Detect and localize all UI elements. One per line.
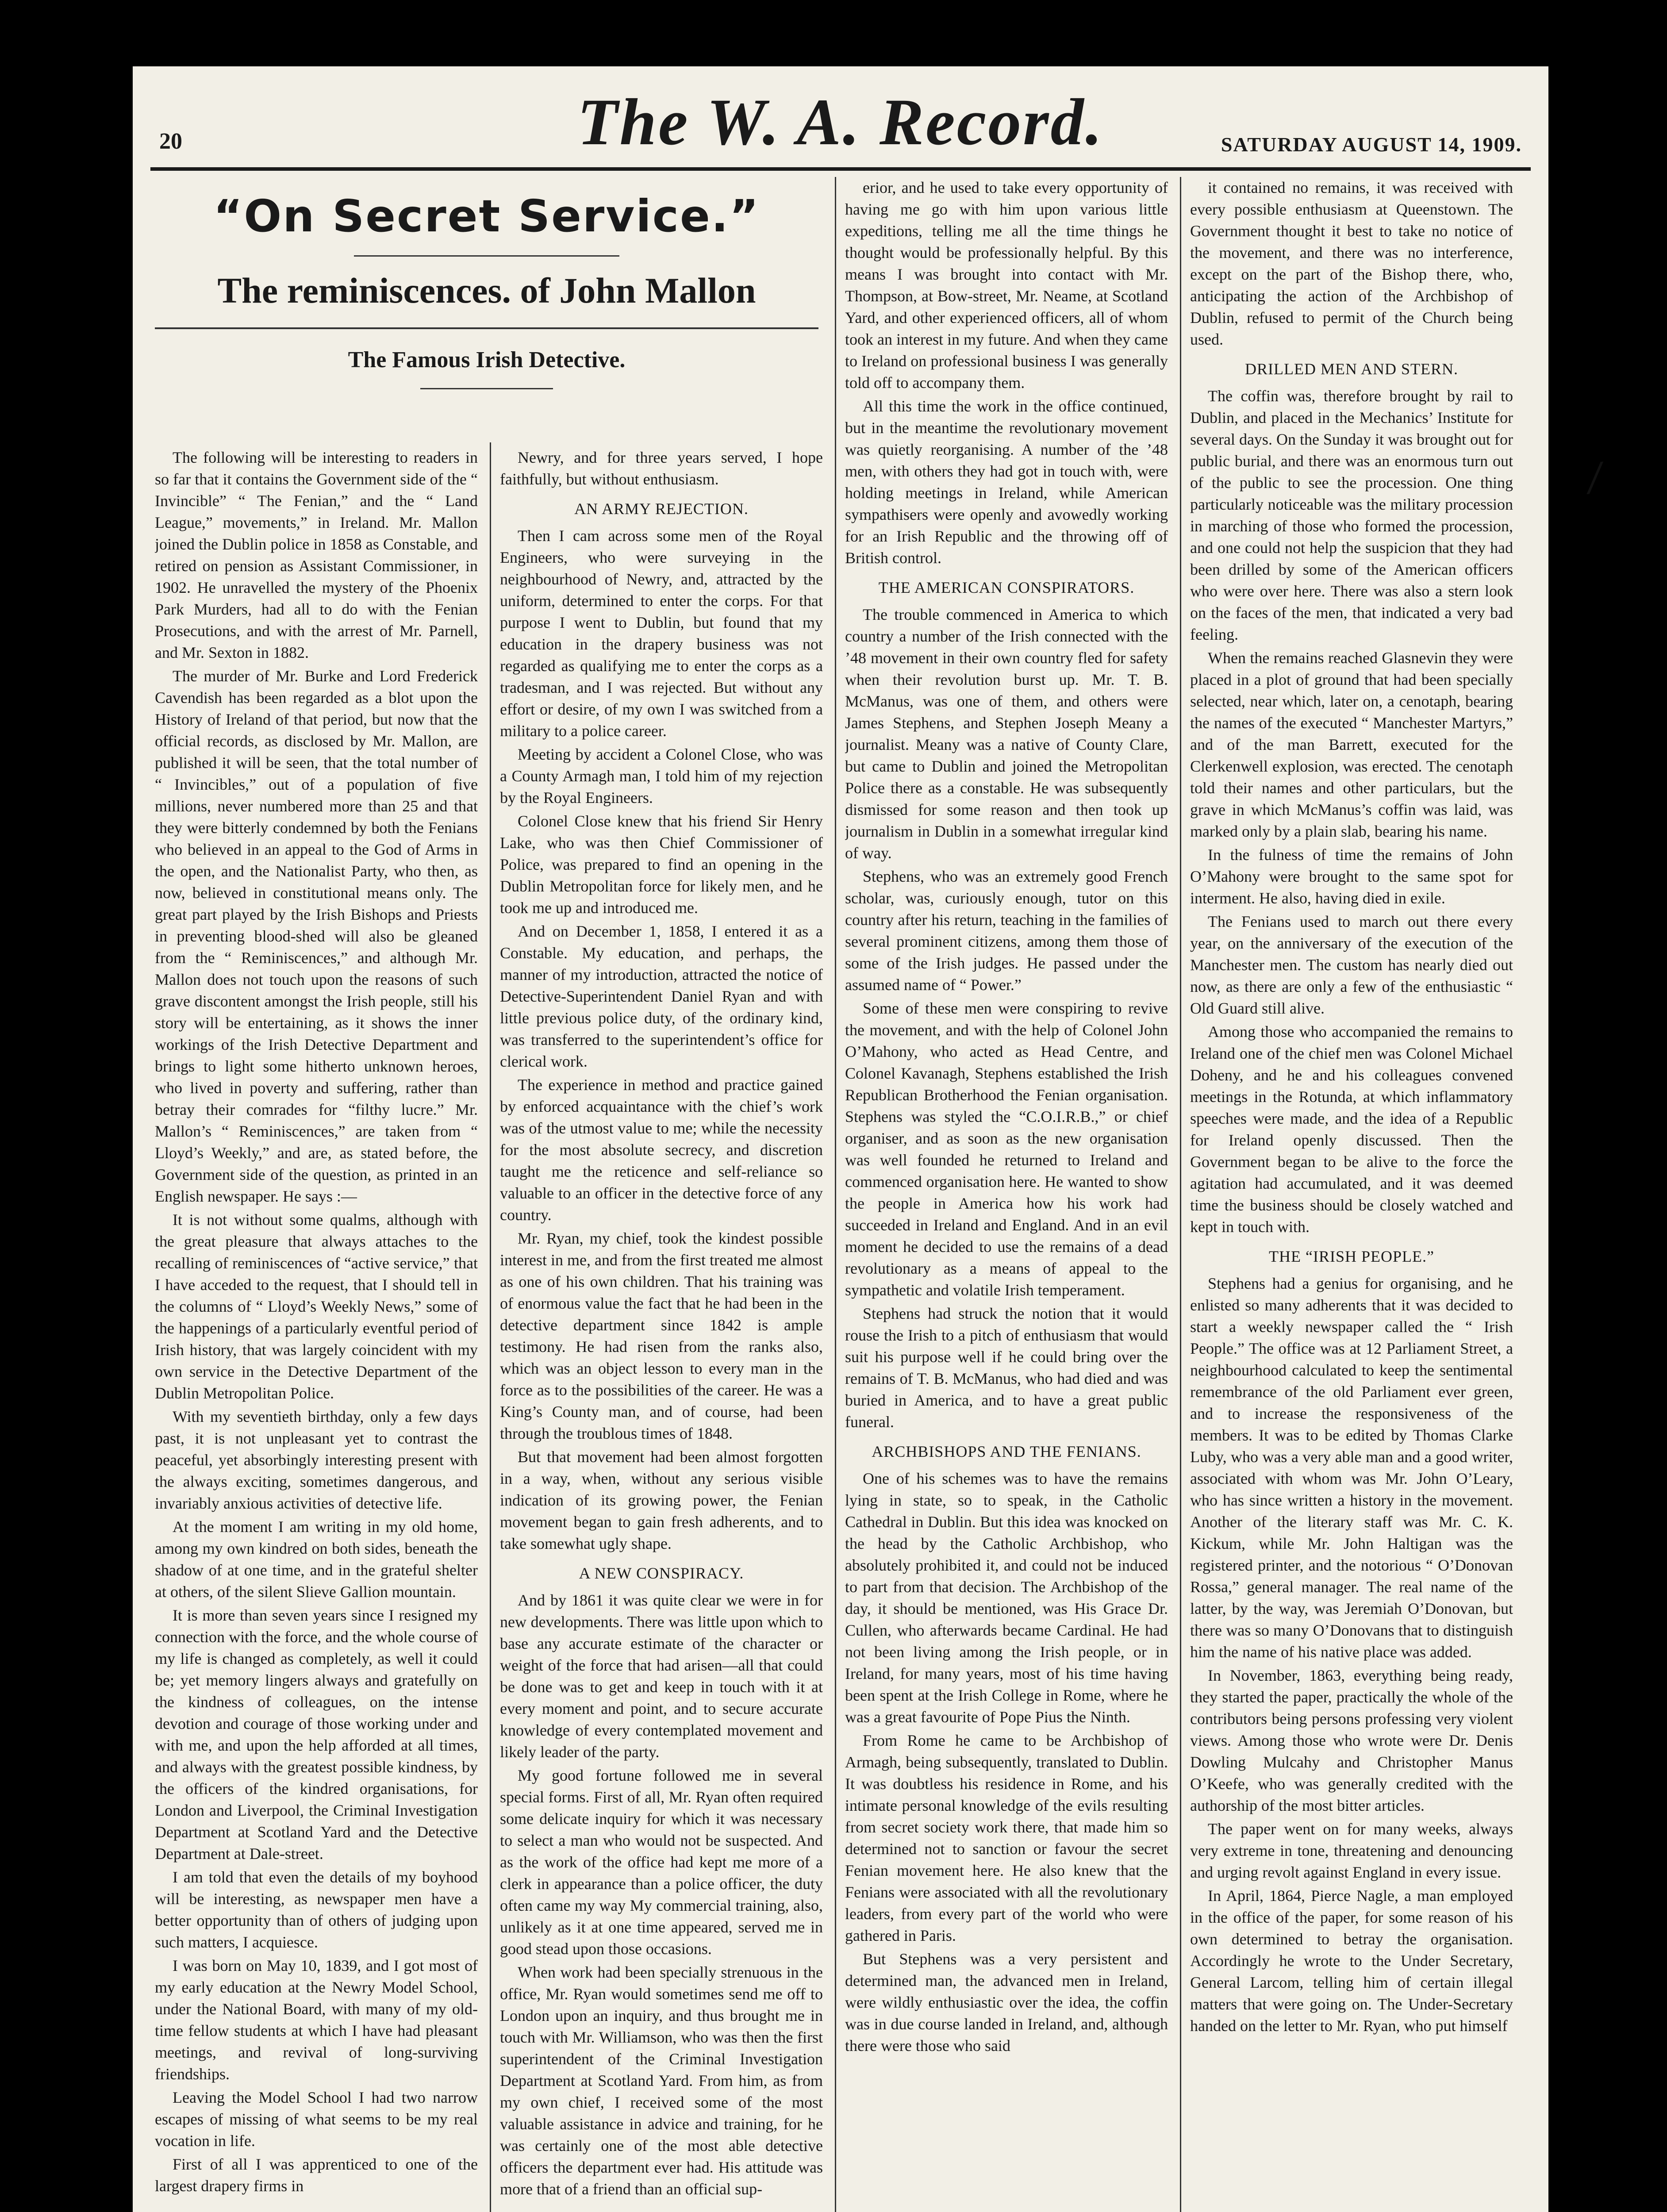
- article-paragraph: When the remains reached Glasnevin they were placed in a plot of ground that had been specially selected, near which, later on, a cenotaph, bearing the names of the executed “ Manchester Martyrs,” and of the man Barrett, executed for the Clerkenwell explosion, was erected. The cenotaph told their names and other particulars, but the grave in which McManus’s coffin was laid, was marked only by a plain slab, bearing his name.: [1190, 649, 1513, 840]
- article-headline: “On Secret Service.”: [213, 190, 760, 242]
- article-paragraph: Then I cam across some men of the Royal Engineers, who were surveying in the neighbourhood of Newry, and, attracted by the uniform, determined to enter the corps. For that purpose I went to Dublin, but found that my education in the drapery business was not regarded as qualifying me to enter the corps as a tradesman, and I was rejected. But without any effort or desire, of my own I was switched from a military to a police career.: [500, 527, 823, 740]
- article-paragraph: All this time the work in the office continued, but in the meantime the revolutionary movement was quietly reorganising. A number of the ’48 men, with others they had got in touch with, were holding meetings in Ireland, while American sympathisers were openly and avowedly working for an Irish Republic and the throwing off of British control.: [845, 397, 1168, 567]
- page-number: 20: [159, 129, 182, 154]
- issue-date: SATURDAY AUGUST 14, 1909.: [1221, 133, 1522, 156]
- article-paragraph: My good fortune followed me in several special forms. First of all, Mr. Ryan often required some delicate inquiry for which it was necessary to select a man who would not be suspected. And as the work of the office had kept me more of a clerk in appearance than a police officer, the duty often came my way My commercial training, also, unlikely as it at one time appeared, served me in good stead upon those occasions.: [500, 1767, 823, 1958]
- article-paragraph: One of his schemes was to have the remains lying in state, so to speak, in the Catholic Cathedral in Dublin. But this idea was knocked on the head by the Catholic Archbishop, who absolutely prohibited it, and could not be induced to part from that decision. The Archbishop of the day, it should be mentioned, was His Grace Dr. Cullen, who afterwards became Cardinal. He had not been living among the Irish people, or in Ireland, for many years, most of his time having been spent at the Irish College in Rome, where he was a great favourite of Pope Pius the Ninth.: [845, 1470, 1168, 1726]
- article-paragraph: The following will be interesting to readers in so far that it contains the Government side of the “ Invincible” “ The Fenian,” and the “ Land League,” movements,” in Ireland. Mr. Mallon joined the Dublin police in 1858 as Constable, and retired on pension as Assistant Commissioner, in 1902. He unravelled the mystery of the Phoenix Park Murders, had all to do with the Fenian Prosecutions, and with the arrest of Mr. Parnell, and Mr. Sexton in 1882.: [155, 449, 478, 661]
- article-paragraph: When work had been specially strenuous in the office, Mr. Ryan would sometimes send me off to London upon an inquiry, and thus brought me in touch with Mr. Williamson, who was then the first superintendent of the Criminal Investigation Department at Scotland Yard. From him, as from my own chief, I received some of the most valuable assistance in advice and training, for he was certainly one of the most able detective officers the department ever had. His attitude was more that of a friend than an official sup-: [500, 1963, 823, 2198]
- margin-pen-mark: ⁄: [1588, 455, 1602, 503]
- article-paragraph: With my seventieth birthday, only a few days past, it is not unpleasant yet to contrast the peaceful, yet absorbingly interesting present with the always exciting, sometimes dangerous, and invariably anxious activities of detective life.: [155, 1408, 478, 1512]
- article-paragraph: But that movement had been almost forgotten in a way, when, without any serious visible indication of its growing power, the Fenian movement began to gain fresh adherents, and to take somewhat ugly shape.: [500, 1448, 823, 1552]
- article-deck: The Famous Irish Detective.: [348, 347, 626, 373]
- article-paragraph: It is more than seven years since I resigned my connection with the force, and the whole course of my life is changed as completely, as well it could be; yet memory lingers always and gratefully on the kindness of colleagues, on the intense devotion and courage of those working under and with me, and upon the help afforded at all times, and always with the greatest possible kindness, by the officers of the kindred organisations, for London and Liverpool, the Criminal Investigation Department at Scotland Yard and the Detective Department at Dale-street.: [155, 1606, 478, 1863]
- section-heading: DRILLED MEN AND STERN.: [1245, 360, 1458, 378]
- article-paragraph: The trouble commenced in America to which country a number of the Irish connected with the ’48 movement in their own country fled for safety when their revolution burst up. Mr. T. B. McManus, was one of them, and others were James Stephens, and Stephen Joseph Meany a journalist. Meany was a native of County Clare, but came to Dublin and joined the Metropolitan Police there as a constable. He was subsequently dismissed for some reason and then took up journalism in Dublin in a somewhat irregular kind of way.: [845, 606, 1168, 862]
- article-paragraph: Meeting by accident a Colonel Close, who was a County Armagh man, I told him of my rejection by the Royal Engineers.: [500, 745, 823, 806]
- article-paragraph: And by 1861 it was quite clear we were in for new developments. There was little upon which to base any accurate estimate of the character or weight of the force that had arisen—all that could be done was to get and keep in touch with it at every moment and point, and to secure accurate knowledge of every contemplated movement and likely leader of the party.: [500, 1591, 823, 1761]
- article-paragraph: From Rome he came to be Archbishop of Armagh, being subsequently, translated to Dublin. It was doubtless his residence in Rome, and his intimate personal knowledge of the evils resulting from secret society work there, that made him so determined not to sanction or favour the secret Fenian movement here. He also knew that the Fenians were associated with all the revolutionary leaders, from every part of the world who were gathered in Paris.: [845, 1732, 1168, 1944]
- paper-title: The W. A. Record.: [577, 85, 1104, 159]
- masthead-rule: [150, 167, 1531, 171]
- masthead: [133, 66, 1548, 173]
- article-paragraph: And on December 1, 1858, I entered it as a Constable. My education, and perhaps, the manner of my introduction, attracted the notice of Detective-Superintendent Daniel Ryan and with little previous police duty, of the ordinary kind, was transferred to the superintendent’s office for clerical work.: [500, 922, 823, 1070]
- subheadline-rule: [155, 327, 818, 329]
- article-paragraph: It is not without some qualms, although with the great pleasure that always attaches to the recalling of reminiscences of “active service,” that I have acceded to the request, that I should tell in the columns of “ Lloyd’s Weekly News,” some of the happenings of a particularly eventful period of Irish history, that was largely coincident with my own service in the Detective Department of the Dublin Metropolitan Police.: [155, 1211, 478, 1402]
- section-heading: THE “IRISH PEOPLE.”: [1269, 1248, 1434, 1265]
- section-heading: ARCHBISHOPS AND THE FENIANS.: [872, 1443, 1141, 1460]
- article-paragraph: erior, and he used to take every opportunity of having me go with him upon various little expeditions, telling me all the time things he thought would be professionally helpful. By this means I was brought into contact with Mr. Thompson, at Bow-street, Mr. Neame, at Scotland Yard, and other experienced officers, all of whom took an interest in my future. And when they came to Ireland on professional business I was generally told off to accompany them.: [845, 179, 1168, 392]
- article-paragraph: Leaving the Model School I had two narrow escapes of missing of what seems to be my real vocation in life.: [155, 2089, 478, 2150]
- article-paragraph: The Fenians used to march out there every year, on the anniversary of the execution of the Manchester men. The custom has nearly died out now, as there are only a few of the enthusiastic “ Old Guard still alive.: [1190, 913, 1513, 1017]
- article-paragraph: First of all I was apprenticed to one of the largest drapery firms in: [155, 2155, 478, 2195]
- article-paragraph: At the moment I am writing in my old home, among my own kindred on both sides, beneath the shadow of at one time, and in the grateful shelter at others, of the silent Slieve Gallion mountain.: [155, 1518, 478, 1601]
- article-paragraph: The experience in method and practice gained by enforced acquaintance with the chief’s work was of the utmost value to me; while the necessity for the most absolute secrecy, and discretion taught me the reticence and self-reliance so valuable to an officer in the detective force of any country.: [500, 1076, 823, 1224]
- article-heading-block: [150, 177, 823, 389]
- column-rule: [1180, 177, 1181, 2212]
- article-subheadline: The reminiscences. of John Mallon: [217, 270, 756, 311]
- headline-rule: [354, 255, 619, 257]
- deck-rule: [420, 388, 553, 389]
- column-rule: [490, 442, 491, 2212]
- article-paragraph: Among those who accompanied the remains to Ireland one of the chief men was Colonel Michael Doheny, and he and his colleagues convened meetings in the Rotunda, at which inflammatory speeches were made, and the idea of a Republic for Ireland openly discussed. Then the Government began to be alive to the force the agitation had accumulated, and it was deemed time the business should be closely watched and kept in touch with.: [1190, 1023, 1513, 1236]
- article-paragraph: In November, 1863, everything being ready, they started the paper, practically the whole of the contributors being persons professing very violent views. Among those who wrote were Dr. Denis Dowling Mulcahy and Christopher Manus O’Keefe, who was generally credited with the authorship of the most bitter articles.: [1190, 1667, 1513, 1814]
- article-paragraph: Mr. Ryan, my chief, took the kindest possible interest in me, and from the first treated me almost as one of his own children. That his training was of enormous value the fact that he had been in the detective department since 1842 is ample testimony. He had risen from the ranks also, which was an object lesson to every man in the force as to the possibilities of the career. He was a King’s County man, and of course, had been through the troublous times of 1848.: [500, 1229, 823, 1442]
- article-column-1: [155, 447, 478, 2212]
- article-paragraph: Stephens had struck the notion that it would rouse the Irish to a pitch of enthusiasm that would suit his purpose well if he could bring over the remains of T. B. McManus, who had died and was buried in America, and to have a great public funeral.: [845, 1305, 1168, 1431]
- article-paragraph: In the fulness of time the remains of John O’Mahony were brought to the same spot for interment. He also, having died in exile.: [1190, 846, 1513, 907]
- article-paragraph: it contained no remains, it was received with every possible enthusiasm at Queenstown. The Government thought it best to take no notice of the movement, and there was no interference, except on the part of the Bishop there, who, anticipating the action of the Archbishop of Dublin, refused to permit of the Church being used.: [1190, 179, 1513, 348]
- article-paragraph: Stephens had a genius for organising, and he enlisted so many adherents that it was decided to start a weekly newspaper called the “ Irish People.” The office was at 12 Parliament Street, a neighbourhood calculated to keep the sentimental remembrance of the old Parliament ever green, and to increase the responsiveness of the members. It was to be edited by Thomas Clarke Luby, who was a very able man and a good writer, associated with whom was Mr. John O’Leary, who has since written a history in the movement. Another of the literary staff was Mr. C. K. Kickum, while Mr. John Haltigan was the registered printer, and the notorious “ O’Donovan Rossa,” general manager. The real name of the latter, by the way, was Jeremiah O’Donovan, but there was so many O’Donovans that to distinguish him the name of his native place was added.: [1190, 1275, 1513, 1661]
- article-paragraph: But Stephens was a very persistent and determined man, the advanced men in Ireland, were wildly enthusiastic over the idea, the coffin was in due course landed in Ireland, and, although there were those who said: [845, 1950, 1168, 2055]
- article-body: [150, 177, 1531, 2212]
- column-rule: [835, 177, 836, 2212]
- article-column-4: [1190, 177, 1513, 2212]
- article-paragraph: Some of these men were conspiring to revive the movement, and with the help of Colonel John O’Mahony, who acted as Head Centre, and Colonel Kavanagh, Stephens established the Irish Republican Brotherhood the Fenian organisation. Stephens was styled the “C.O.I.R.B.,” or chief organiser, and as soon as the new organisation was well founded he returned to Ireland and commenced organisation here. He wanted to show the people in America how his work had succeeded in Ireland and England. And in an evil moment he decided to use the remains of a dead revolutionary as a means of appeal to the sympathetic and volatile Irish temperament.: [845, 999, 1168, 1299]
- section-heading: AN ARMY REJECTION.: [574, 500, 749, 518]
- article-column-2: [500, 447, 823, 2212]
- newspaper-page: [133, 66, 1548, 2212]
- article-paragraph: Colonel Close knew that his friend Sir Henry Lake, who was then Chief Commissioner of Police, was prepared to find an opening in the Dublin Metropolitan force for likely men, and he took me up and introduced me.: [500, 812, 823, 917]
- article-paragraph: In April, 1864, Pierce Nagle, a man employed in the office of the paper, for some reason of his own determined to betray the organisation. Accordingly he wrote to the Under Secretary, General Larcom, telling him of certain illegal matters that were going on. The Under-Secretary handed on the letter to Mr. Ryan, who put himself: [1190, 1887, 1513, 2035]
- article-paragraph: Stephens, who was an extremely good French scholar, was, curiously enough, tutor on this country after his return, teaching in the families of several prominent citizens, among them those of some of the Irish judges. He passed under the assumed name of “ Power.”: [845, 868, 1168, 994]
- article-paragraph: The murder of Mr. Burke and Lord Frederick Cavendish has been regarded as a blot upon the History of Ireland of that period, but now that the official records, as disclosed by Mr. Mallon, are published it will be seen, that the total number of “ Invincibles,” out of a population of five millions, never numbered more than 25 and that they were bitterly condemned by both the Fenians who believed in an appeal to the God of Arms in the open, and the Nationalist Party, who then, as now, believed in constitutional means only. The great part played by the Irish Bishops and Priests in preventing blood-shed will also be gleaned from the “ Reminiscences,” and although Mr. Mallon does not touch upon the reasons of such grave discontent amongst the Irish people, still his story will be entertaining, as it shows the inner workings of the Irish Detective Department and brings to light some hitherto unknown heroes, who lived in poverty and suffering, rather than betray their comrades for “filthy lucre.” Mr. Mallon’s “ Reminiscences,” are taken from “ Lloyd’s Weekly,” and are, as stated before, the Government side of the question, as printed in an English newspaper. He says :—: [155, 667, 478, 1205]
- article-paragraph: I was born on May 10, 1839, and I got most of my early education at the Newry Model School, under the National Board, with many of my old-time fellow students at which I have had pleasant meetings, and revival of long-surviving friendships.: [155, 1957, 478, 2083]
- article-paragraph: The paper went on for many weeks, always very extreme in tone, threatening and denouncing and urging revolt against England in every issue.: [1190, 1820, 1513, 1881]
- article-paragraph: I am told that even the details of my boyhood will be interesting, as newspaper men have a better opportunity than of others of judging upon such matters, I acquiesce.: [155, 1868, 478, 1951]
- section-heading: THE AMERICAN CONSPIRATORS.: [878, 579, 1135, 596]
- section-heading: A NEW CONSPIRACY.: [579, 1564, 744, 1582]
- article-paragraph: The coffin was, therefore brought by rail to Dublin, and placed in the Mechanics’ Institute for several days. On the Sunday it was brought out for public burial, and there was an enormous turn out of the public to see the procession. One thing particularly noticeable was the military procession in marching of those who formed the procession, and one could not help the suspicion that they had been drilled by some of the American officers who were over here. There was also a stern look on the faces of the men, that indicated a very bad feeling.: [1190, 387, 1513, 643]
- article-column-3: [845, 177, 1168, 2212]
- article-paragraph: Newry, and for three years served, I hope faithfully, but without enthusiasm.: [500, 449, 823, 488]
